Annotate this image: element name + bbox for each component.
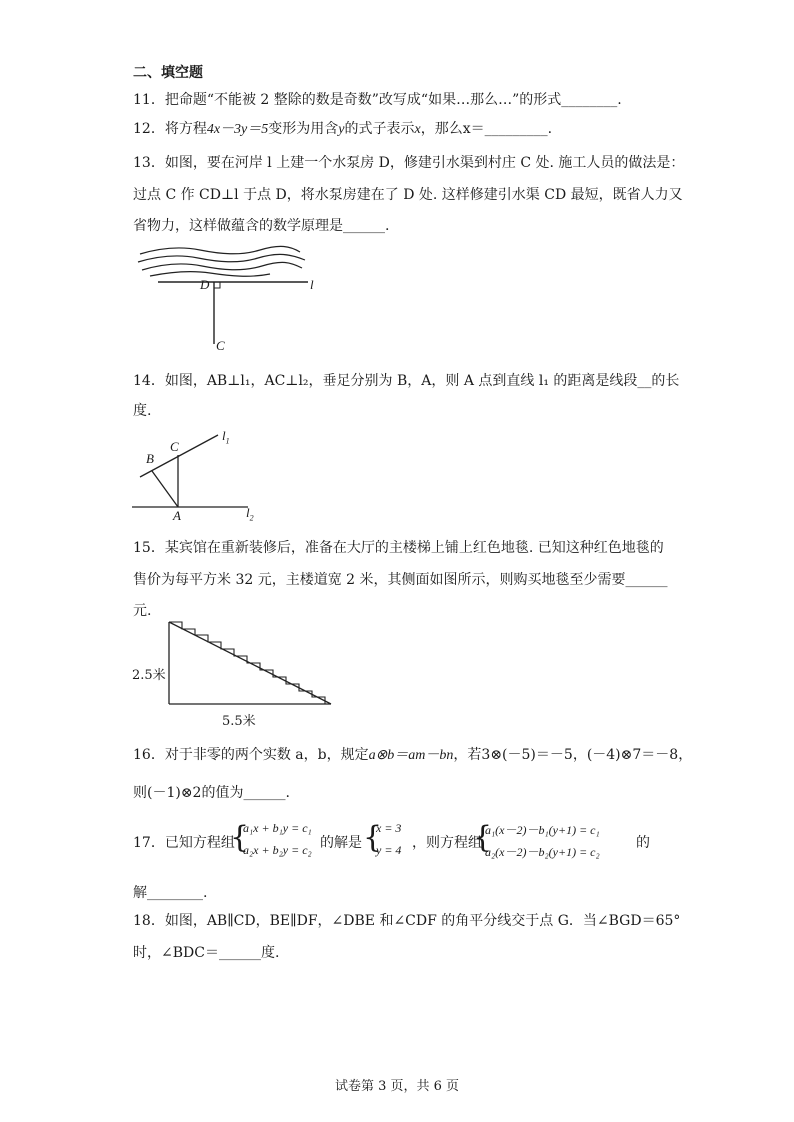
q14-label-l1: $l_1$ (222, 428, 230, 446)
q12-equation: 4x－3y＝5 (206, 122, 269, 137)
q12-suffix: ，那么 (420, 121, 463, 137)
q12-answer: x＝_________. (462, 121, 553, 137)
q17-system2-eq1: a₁(x－2)－b₁(y+1) = c₁ (485, 823, 600, 837)
q17-brace-2: { (363, 820, 383, 855)
q17-solution-x: x = 3 (376, 821, 402, 835)
q13-label-l: l (310, 277, 314, 292)
q16-condition-1: 3⊗(－5)＝－5 (481, 747, 573, 763)
question-18-line1: 18．如图，AB∥CD，BE∥DF，∠DBE 和∠CDF 的角平分线交于点 G．当∠BGD＝65° (133, 913, 681, 929)
q17-system1-eq1: a₁x + b₁y = c₁ (243, 821, 312, 835)
q17-middle: 的解是 (320, 835, 362, 851)
segment-ab (152, 471, 178, 507)
question-12 (133, 118, 552, 138)
q13-label-d: D (200, 277, 210, 292)
q17-middle2: ，则方程组 (412, 835, 482, 851)
question-13-line3: 省物力，这样做蕴含的数学原理是______. (133, 218, 390, 234)
q17-system2-eq2: a₂(x－2)－b₂(y+1) = c₂ (485, 845, 600, 859)
q12-middle: 变形为用含 (268, 121, 339, 137)
q14-label-a: A (173, 508, 181, 523)
question-14-line1: 14．如图，AB⊥l₁，AC⊥l₂，垂足分别为 B，A，则 A 点到直线 l₁ 的距离是线段__的长 (133, 373, 680, 389)
question-11: 11．把命题“不能被 2 整除的数是奇数”改写成“如果…那么…”的形式________. (133, 92, 622, 108)
q17-system1-eq2: a₂x + b₂y = c₂ (243, 843, 312, 857)
q13-label-c: C (216, 338, 225, 353)
q15-width-label: 5.5米 (222, 714, 256, 729)
q17-brace-1: { (230, 820, 250, 855)
q17-prefix: 17．已知方程组 (133, 835, 235, 851)
question-15-line1: 15．某宾馆在重新装修后，准备在大厅的主楼梯上铺上红色地毯. 已知这种红色地毯的 (133, 540, 664, 556)
q17-solution-y: y = 4 (376, 843, 402, 857)
q15-height-label: 2.5米 (132, 668, 166, 683)
question-15-line3: 元. (133, 603, 152, 619)
q15-staircase-figure (165, 618, 335, 708)
q13-river-figure (130, 240, 330, 360)
q17-line2: 解________. (133, 885, 208, 901)
q12-var-x: x (414, 122, 421, 137)
question-14-line2: 度. (133, 403, 152, 419)
question-16-line1: 16．对于非零的两个实数 a，b，规定a⊗b＝am－bn，若3⊗(－5)＝－5，(－4)⊗7＝－8， (133, 747, 693, 763)
q17-brace-3: { (473, 820, 493, 855)
q16-condition-2: (－4)⊗7＝－8 (586, 747, 679, 763)
question-15-line2: 售价为每平方米 32 元，主楼道宽 2 米，其侧面如图所示，则购买地毯至少需要______ (133, 572, 668, 588)
question-18-line2: 时，∠BDC＝______度. (133, 945, 280, 961)
q14-label-l2: $l_2$ (246, 505, 254, 523)
question-13-line2: 过点 C 作 CD⊥l 于点 D，将水泵房建在了 D 处. 这样修建引水渠 CD 最短，既省人力又 (133, 187, 683, 203)
question-16-line2: 则(－1)⊗2的值为______. (133, 785, 290, 801)
q16-definition: a⊗b＝am－bn (368, 748, 454, 763)
q17-suffix: 的 (636, 835, 650, 851)
question-13-line1: 13．如图，要在河岸 l 上建一个水泵房 D，修建引水渠到村庄 C 处. 施工人员的做法是： (133, 155, 685, 171)
q12-var-y: y (338, 122, 345, 137)
section-title: 二、填空题 (133, 65, 203, 81)
q14-label-b: B (146, 451, 154, 466)
q12-middle2: 的式子表示 (344, 121, 415, 137)
page-footer: 试卷第 3 页，共 6 页 (334, 1079, 460, 1094)
q12-prefix: 12．将方程 (133, 121, 207, 137)
q14-label-c: C (170, 439, 179, 454)
q16-expression: (－1)⊗2 (147, 785, 202, 801)
